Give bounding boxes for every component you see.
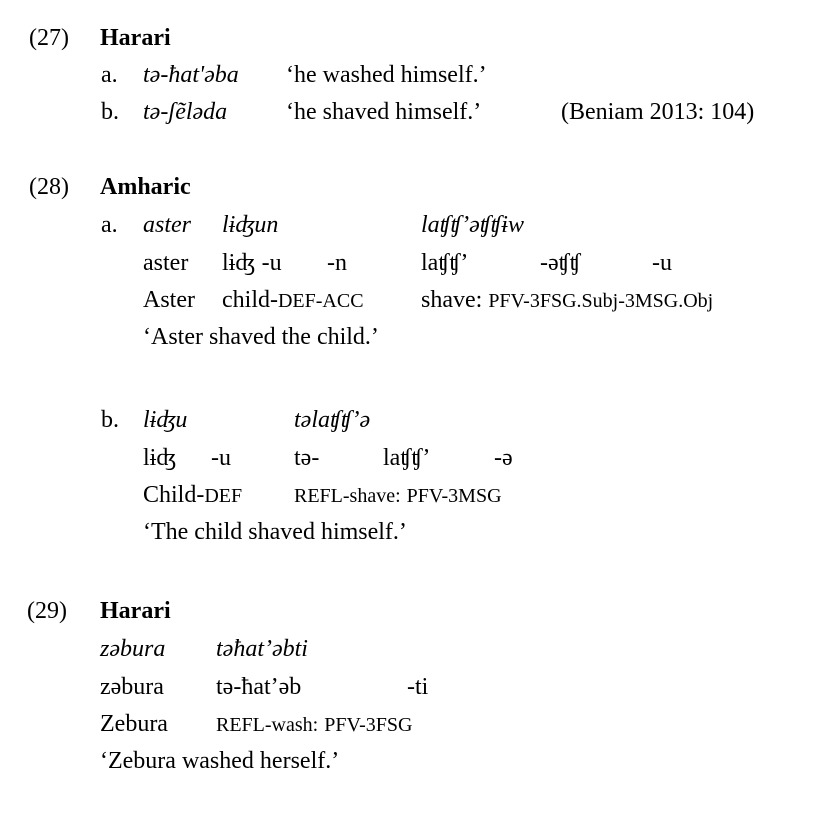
item-label: b. — [101, 407, 119, 433]
item-label: a. — [101, 62, 118, 88]
gloss-word: shave: PFV-3FSG.Subj-3MSG.Obj — [421, 287, 714, 313]
orthographic-word: zəbura — [100, 636, 166, 662]
example-gloss: ‘he washed himself.’ — [286, 62, 487, 88]
morpheme: -u — [652, 250, 672, 276]
gloss-word: REFL-wash: PFV-3FSG — [216, 714, 413, 736]
language-heading: Amharic — [100, 174, 191, 200]
orthographic-word: təlaʧʧ’ə — [294, 407, 371, 433]
citation: (Beniam 2013: 104) — [561, 99, 755, 125]
gloss-word: Zebura — [100, 711, 168, 737]
example-number: (29) — [27, 598, 67, 624]
morpheme: lɨʤ -u — [222, 250, 282, 276]
example-number: (27) — [29, 25, 69, 51]
morpheme: -ə — [494, 445, 513, 471]
morpheme: -n — [327, 250, 347, 276]
example-form: tə-ħat'əba — [143, 62, 239, 88]
morpheme: -ti — [407, 674, 429, 700]
orthographic-word: təħat’əbti — [216, 636, 308, 662]
item-label: a. — [101, 212, 118, 238]
orthographic-word: lɨʤun — [222, 212, 279, 238]
morpheme: laʧʧ’ — [383, 445, 431, 471]
morpheme: -əʧʧ — [540, 250, 581, 276]
example-gloss: ‘he shaved himself.’ — [286, 99, 482, 125]
orthographic-word: laʧʧ’əʧʧɨw — [421, 212, 524, 238]
language-heading: Harari — [100, 25, 171, 51]
morpheme: lɨʤ — [143, 445, 177, 471]
gloss-word: Aster — [143, 287, 195, 313]
example-form: tə-ʃẽlәda — [143, 99, 228, 125]
morpheme: aster — [143, 250, 189, 276]
free-translation: ‘The child shaved himself.’ — [143, 519, 407, 545]
example-number: (28) — [29, 174, 69, 200]
morpheme: zəbura — [100, 674, 164, 700]
morpheme: tə-ħat’əb — [216, 674, 302, 700]
gloss-word: REFL-shave: PFV-3MSG — [294, 485, 502, 507]
language-heading: Harari — [100, 598, 171, 624]
morpheme: tə- — [294, 445, 320, 471]
morpheme: -u — [211, 445, 231, 471]
free-translation: ‘Zebura washed herself.’ — [100, 748, 340, 774]
morpheme: laʧʧ’ — [421, 250, 469, 276]
free-translation: ‘Aster shaved the child.’ — [143, 324, 379, 350]
gloss-word: child-DEF-ACC — [222, 287, 364, 313]
item-label: b. — [101, 99, 119, 125]
gloss-word: Child-DEF — [143, 482, 243, 508]
orthographic-word: aster — [143, 212, 191, 238]
orthographic-word: lɨʤu — [143, 407, 188, 433]
